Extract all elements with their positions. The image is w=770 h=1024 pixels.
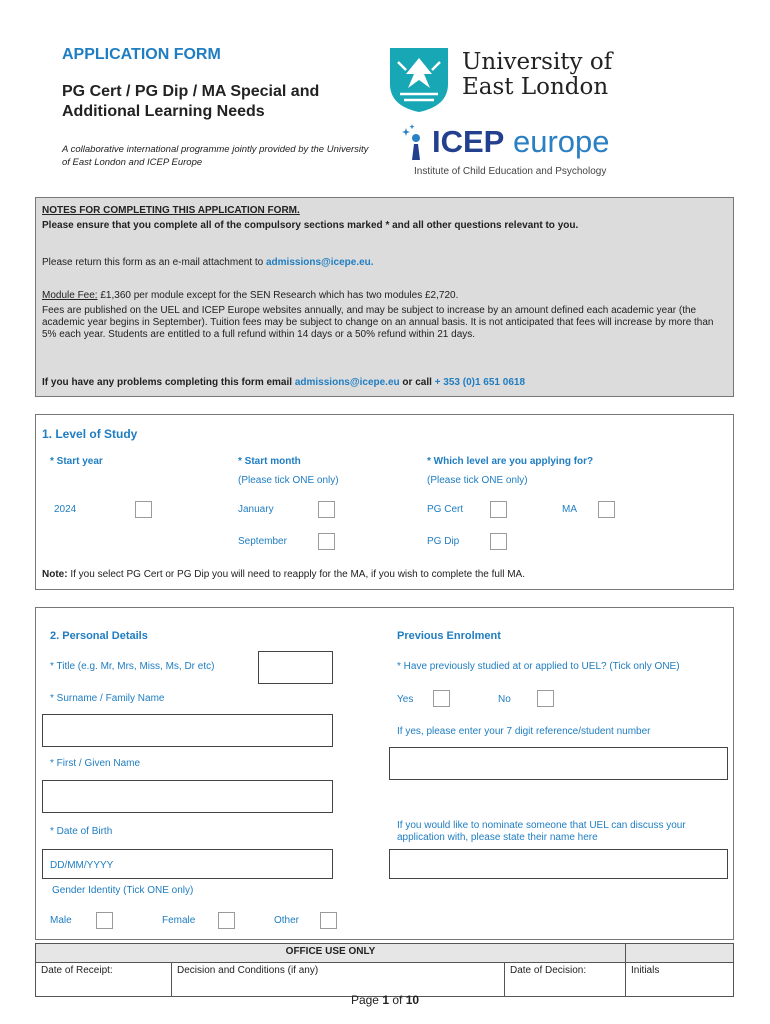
- notes-return-email[interactable]: admissions@icepe.eu.: [266, 257, 374, 268]
- gender-other-checkbox[interactable]: [320, 912, 337, 929]
- start-year-label: * Start year: [50, 456, 103, 467]
- previous-no-checkbox[interactable]: [537, 690, 554, 707]
- section-level-of-study: [35, 414, 734, 590]
- dob-label: * Date of Birth: [50, 826, 113, 837]
- notes-fee-line: [42, 290, 458, 301]
- office-date-receipt: Date of Receipt:: [36, 963, 172, 997]
- section1-note-bold: Note:: [42, 569, 68, 580]
- section1-note: [42, 569, 525, 580]
- level-pg-cert-checkbox[interactable]: [490, 501, 507, 518]
- icep-name-suffix: europe: [512, 124, 610, 159]
- course-title: PG Cert / PG Dip / MA Special and Additional Learning Needs: [62, 83, 320, 120]
- month-september-checkbox[interactable]: [318, 533, 335, 550]
- gender-female-checkbox[interactable]: [218, 912, 235, 929]
- icep-name: [432, 124, 610, 160]
- previous-ref-label: If yes, please enter your 7 digit reference/student number: [397, 726, 651, 737]
- start-year-value: 2024: [54, 504, 77, 515]
- dob-placeholder: DD/MM/YYYY: [50, 860, 114, 871]
- page-number: [0, 993, 770, 1007]
- collaboration-note: A collaborative international programme jointly provided by the University of East London and ICEP Europe: [62, 144, 369, 168]
- page-prefix: Page: [350, 993, 383, 1007]
- level-pg-dip-checkbox[interactable]: [490, 533, 507, 550]
- previous-yes-label: Yes: [397, 694, 414, 705]
- previous-enrolment-title: Previous Enrolment: [397, 630, 501, 642]
- notes-heading: NOTES FOR COMPLETING THIS APPLICATION FORM.: [42, 205, 300, 216]
- icep-figure-icon: [400, 122, 430, 162]
- icep-logo: [400, 122, 620, 182]
- start-month-label: * Start month: [238, 456, 301, 467]
- previous-no-label: No: [498, 694, 511, 705]
- section1-note-text: If you select PG Cert or PG Dip you will need to reapply for the MA, if you wish to complete the full MA.: [67, 569, 525, 580]
- start-month-hint: (Please tick ONE only): [238, 475, 339, 486]
- section-personal-details: [35, 607, 734, 940]
- month-september-label: September: [238, 536, 287, 547]
- level-label: * Which level are you applying for?: [427, 456, 594, 467]
- previous-question: * Have previously studied at or applied to UEL? (Tick only ONE): [397, 661, 680, 672]
- uel-logo: [386, 44, 626, 114]
- nominate-input[interactable]: [389, 849, 728, 879]
- gender-male-checkbox[interactable]: [96, 912, 113, 929]
- notes-return-text: Please return this form as an e-mail attachment to: [42, 257, 266, 268]
- office-use-table: [35, 943, 734, 997]
- gender-female-label: Female: [162, 915, 196, 926]
- gender-male-label: Male: [50, 915, 72, 926]
- icep-name-bold: ICEP: [432, 124, 505, 159]
- level-hint: (Please tick ONE only): [427, 475, 528, 486]
- uel-name: [462, 50, 612, 100]
- section2-title: 2. Personal Details: [50, 630, 148, 642]
- uel-crest-icon: [386, 44, 452, 114]
- office-date-decision: Date of Decision:: [505, 963, 626, 997]
- gender-label: Gender Identity (Tick ONE only): [52, 885, 194, 896]
- office-initials: Initials: [626, 963, 734, 997]
- start-year-checkbox[interactable]: [135, 501, 152, 518]
- level-pg-cert-label: PG Cert: [427, 504, 464, 515]
- notes-fee-label: Module Fee:: [42, 290, 98, 301]
- previous-ref-input[interactable]: [389, 747, 728, 780]
- notes-problems-phone[interactable]: + 353 (0)1 651 0618: [434, 377, 526, 388]
- gender-other-label: Other: [274, 915, 300, 926]
- notes-problems-text: If you have any problems completing this form email: [42, 377, 295, 388]
- notes-problems-mid: or call: [399, 377, 435, 388]
- surname-label: * Surname / Family Name: [50, 693, 165, 704]
- section1-title: 1. Level of Study: [42, 427, 138, 441]
- form-title: APPLICATION FORM: [62, 46, 221, 63]
- surname-input[interactable]: [42, 714, 333, 747]
- level-ma-checkbox[interactable]: [598, 501, 615, 518]
- level-ma-label: MA: [562, 504, 577, 515]
- level-pg-dip-label: PG Dip: [427, 536, 460, 547]
- notes-problems-line: [42, 377, 525, 388]
- notes-problems-email[interactable]: admissions@icepe.eu: [294, 377, 400, 388]
- dob-input[interactable]: [42, 849, 333, 879]
- office-use-heading: OFFICE USE ONLY: [36, 944, 626, 963]
- notes-fee-text: £1,360 per module except for the SEN Research which has two modules £2,720.: [97, 290, 459, 301]
- month-january-label: January: [238, 504, 274, 515]
- month-january-checkbox[interactable]: [318, 501, 335, 518]
- notes-return-line: [42, 257, 374, 268]
- icep-subtitle: Institute of Child Education and Psychology: [414, 166, 607, 177]
- office-head-blank: [626, 944, 734, 963]
- title-input[interactable]: [258, 651, 333, 684]
- uel-name-line1: University of: [462, 49, 613, 75]
- first-name-input[interactable]: [42, 780, 333, 813]
- previous-yes-checkbox[interactable]: [433, 690, 450, 707]
- office-decision: Decision and Conditions (if any): [172, 963, 505, 997]
- title-label: * Title (e.g. Mr, Mrs, Miss, Ms, Dr etc): [50, 661, 215, 672]
- page-of: of: [389, 993, 406, 1007]
- notes-fees-info: Fees are published on the UEL and ICEP Europe websites annually, and may be subject to increase by an amount defined each academic year (the academic year begins in September). Tuition fees may be subject to change on an annual basis. It is not anticipated that fees will increase by more than 5% each year. Students are entitled to a full refund within 14 days or a 50% refund within 21 days.: [42, 305, 714, 340]
- notes-box: [35, 197, 734, 397]
- first-name-label: * First / Given Name: [50, 758, 141, 769]
- notes-compulsory: Please ensure that you complete all of the compulsory sections marked * and all other questions relevant to you.: [42, 220, 579, 231]
- page-current: 1: [382, 993, 389, 1007]
- nominate-label: If you would like to nominate someone that UEL can discuss your application with, please state their name here: [397, 820, 686, 843]
- uel-name-line2: East London: [462, 74, 609, 100]
- page-total: 10: [405, 993, 420, 1007]
